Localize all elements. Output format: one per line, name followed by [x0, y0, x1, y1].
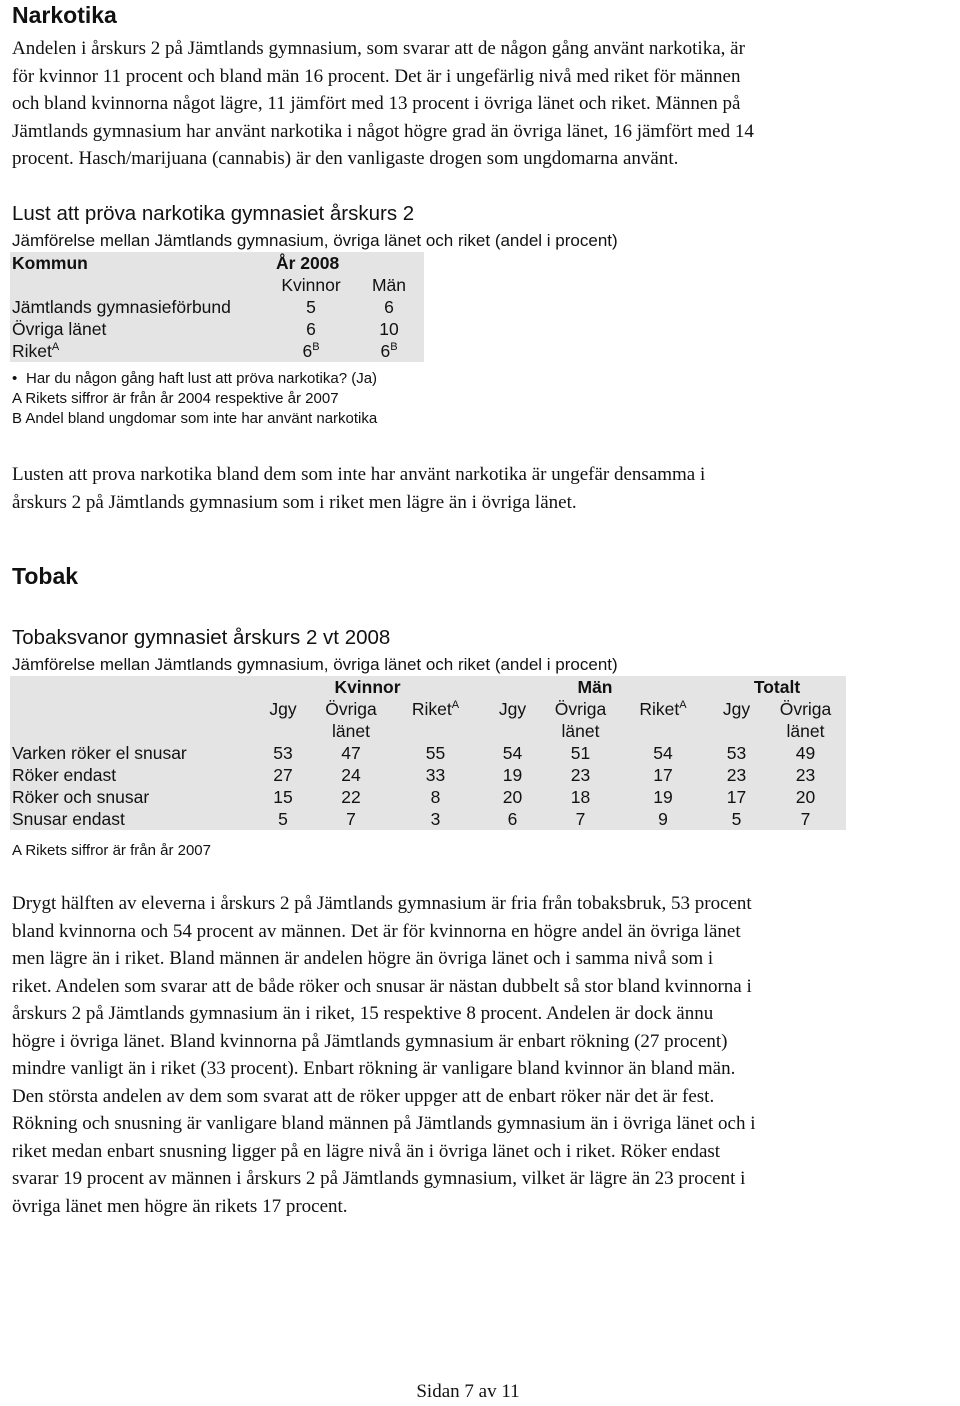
paragraph-line: mindre vanligt än i riket (33 procent). Enbart rökning är vanligare bland kvinnor än bland män. [12, 1058, 736, 1079]
paragraph-line: övriga länet men högre än rikets 17 procent. [12, 1195, 348, 1217]
table2-cell: 33 [389, 764, 482, 786]
table2-sub-jgy: Jgy [253, 698, 313, 720]
footnote-marker: B [390, 341, 398, 354]
paragraph-tobak [12, 890, 957, 1220]
table1-header-man: Män [354, 274, 424, 296]
table2-group-man: Män [482, 676, 708, 698]
table2-row-label: Varken röker el snusar [10, 742, 253, 764]
paragraph-lusten [12, 461, 957, 516]
paragraph-line: procent. Hasch/marijuana (cannabis) är den vanligaste drogen som ungdomarna använt. [12, 148, 679, 169]
table2-footnote: A Rikets siffror är från år 2007 [12, 842, 211, 859]
table1-row-label [10, 340, 268, 362]
table1-cell-kvinnor: 6 [268, 318, 354, 340]
paragraph-line: riket medan enbart snusning ligger på en lägre nivå än i övriga länet och i riket. Röker endast [12, 1140, 721, 1162]
table-row [10, 318, 424, 340]
table2-cell: 8 [389, 786, 482, 808]
table2-row-label: Snusar endast [10, 808, 253, 830]
footnote-marker: A [679, 699, 687, 712]
paragraph-line: och bland kvinnorna något lägre, 11 jämfört med 13 procent i övriga länet och riket. Männen på [12, 93, 741, 114]
question-text: Har du någon gång haft lust att pröva narkotika? (Ja) [26, 370, 378, 387]
table2-cell: 49 [765, 742, 846, 764]
table2-cell: 23 [708, 764, 765, 786]
table-row [10, 742, 846, 764]
table-row [10, 786, 846, 808]
table2-sub-riket-text: Riket [639, 699, 680, 719]
paragraph-line: Jämtlands gymnasium har använt narkotika i något högre grad än övriga länet, 16 jämfört med 14 [12, 120, 754, 142]
table-row [10, 340, 424, 362]
table2-cell: 18 [543, 786, 618, 808]
table2-sub-riket [389, 698, 482, 720]
table2-header-blank [708, 720, 765, 742]
table2-cell: 23 [543, 764, 618, 786]
table1-notes [12, 369, 377, 429]
section-heading-narkotika: Narkotika [12, 2, 117, 28]
narkotika-paragraph [12, 35, 957, 173]
table2-header-blank [482, 720, 543, 742]
table2-sub-riket-text: Riket [411, 699, 452, 719]
table2-sub-ovriga: Övriga [313, 698, 389, 720]
table2-cell: 19 [482, 764, 543, 786]
paragraph-line: Drygt hälften av eleverna i årskurs 2 på Jämtlands gymnasium är fria från tobaksbruk, 53 procent [12, 893, 752, 914]
table2-header-blank [253, 720, 313, 742]
table1-question [12, 369, 377, 389]
table2-cell: 7 [543, 808, 618, 830]
paragraph-line: svarar 19 procent av männen i årskurs 2 på Jämtlands gymnasium, vilket är lägre än 23 procent i [12, 1168, 746, 1189]
table2-group-kvinnor: Kvinnor [253, 676, 482, 698]
table1-header-blank [10, 274, 268, 296]
table1-cell-man [354, 340, 424, 362]
table-row [10, 296, 424, 318]
table2-cell: 53 [708, 742, 765, 764]
table1-row-label-text: Riket [12, 341, 52, 361]
table1-cell-value: 6 [380, 341, 391, 361]
table1-header-year: År 2008 [268, 252, 424, 274]
table2-sub-ovriga: Övriga [543, 698, 618, 720]
table2-subtitle: Jämförelse mellan Jämtlands gymnasium, övriga länet och riket (andel i procent) [12, 655, 618, 674]
table2-title: Tobaksvanor gymnasiet årskurs 2 vt 2008 [12, 626, 391, 649]
table2-cell: 20 [765, 786, 846, 808]
table1 [10, 252, 424, 362]
table2-header-blank [10, 676, 253, 698]
table2-cell: 17 [708, 786, 765, 808]
page-number: Sidan 7 av 11 [416, 1381, 520, 1402]
footnote-marker: A [51, 341, 60, 354]
section-heading-tobak: Tobak [12, 563, 79, 589]
table2-cell: 7 [765, 808, 846, 830]
table1-header-kvinnor: Kvinnor [268, 274, 354, 296]
table1-header-kommun: Kommun [10, 252, 268, 274]
paragraph-line: årskurs 2 på Jämtlands gymnasium som i riket men lägre än i övriga länet. [12, 491, 577, 513]
table2-cell: 5 [253, 808, 313, 830]
table2-cell: 3 [389, 808, 482, 830]
table2-cell: 5 [708, 808, 765, 830]
table2-row-label: Röker och snusar [10, 786, 253, 808]
table2-cell: 17 [618, 764, 708, 786]
table2-cell: 20 [482, 786, 543, 808]
paragraph-line: högre i övriga länet. Bland kvinnorna på Jämtlands gymnasium är enbart rökning (27 procent) [12, 1030, 728, 1052]
table2-cell: 54 [482, 742, 543, 764]
table-row [10, 764, 846, 786]
table1-subtitle: Jämförelse mellan Jämtlands gymnasium, övriga länet och riket (andel i procent) [12, 231, 618, 250]
paragraph-line: riket. Andelen som svarar att de både röker och snusar är nästan dubbelt så stor bland kvinnorna i [12, 975, 752, 997]
table2-cell: 6 [482, 808, 543, 830]
table1-title: Lust att pröva narkotika gymnasiet årskurs 2 [12, 202, 415, 225]
table2-header-blank [389, 720, 482, 742]
table2-cell: 22 [313, 786, 389, 808]
table-row [10, 808, 846, 830]
paragraph-line: Lusten att prova narkotika bland dem som inte har använt narkotika är ungefär densamma i [12, 464, 706, 485]
table2-sub-lanet: länet [313, 720, 389, 742]
table2-cell: 15 [253, 786, 313, 808]
bullet-icon: • [12, 370, 18, 387]
table1-cell-kvinnor: 5 [268, 296, 354, 318]
table2-cell: 9 [618, 808, 708, 830]
table1-cell-kvinnor [268, 340, 354, 362]
table1-row-label: Jämtlands gymnasieförbund [10, 296, 268, 318]
paragraph-line: bland kvinnorna och 54 procent av männen. Det är för kvinnorna en högre andel än övriga länet [12, 920, 741, 942]
table2-sub-lanet: länet [543, 720, 618, 742]
footnote-marker: A [451, 699, 460, 712]
table2-cell: 53 [253, 742, 313, 764]
table1-footnote-a: A Rikets siffror är från år 2004 respektive år 2007 [12, 390, 339, 407]
table2-cell: 27 [253, 764, 313, 786]
table1-footnote-b: B Andel bland ungdomar som inte har använt narkotika [12, 410, 378, 427]
paragraph-line: för kvinnor 11 procent och bland män 16 procent. Det är i ungefärlig nivå med riket för männen [12, 65, 741, 87]
table2-sub-ovriga: Övriga [765, 698, 846, 720]
table2-header-blank [10, 720, 253, 742]
table2-cell: 23 [765, 764, 846, 786]
table2-sub-riket [618, 698, 708, 720]
table2-group-totalt: Totalt [708, 676, 846, 698]
footnote-marker: B [312, 341, 320, 354]
table2-header-blank [10, 698, 253, 720]
table2-sub-jgy: Jgy [708, 698, 765, 720]
table2-cell: 24 [313, 764, 389, 786]
table2-cell: 55 [389, 742, 482, 764]
table2-sub-lanet: länet [765, 720, 846, 742]
table1-cell-man: 6 [354, 296, 424, 318]
table1-cell-value: 6 [302, 341, 313, 361]
table2-row-label: Röker endast [10, 764, 253, 786]
table2-cell: 19 [618, 786, 708, 808]
paragraph-line: Andelen i årskurs 2 på Jämtlands gymnasium, som svarar att de någon gång använt narkotika, är [12, 38, 745, 59]
paragraph-line: Den största andelen av dem som svarat att de röker uppger att de enbart röker när det är fest. [12, 1085, 715, 1107]
table2-cell: 47 [313, 742, 389, 764]
paragraph-line: Rökning och snusning är vanligare bland männen på Jämtlands gymnasium än i övriga länet och i [12, 1113, 756, 1134]
table1-cell-man: 10 [354, 318, 424, 340]
table2 [10, 676, 846, 830]
paragraph-line: årskurs 2 på Jämtlands gymnasium än i riket, 15 respektive 8 procent. Andelen är dock ännu [12, 1003, 714, 1024]
table2-header-blank [618, 720, 708, 742]
table2-cell: 7 [313, 808, 389, 830]
table1-row-label: Övriga länet [10, 318, 268, 340]
paragraph-line: men lägre än i riket. Bland männen är andelen högre än övriga länet och i samma nivå som i [12, 948, 714, 969]
table2-sub-jgy: Jgy [482, 698, 543, 720]
table2-cell: 54 [618, 742, 708, 764]
table2-cell: 51 [543, 742, 618, 764]
